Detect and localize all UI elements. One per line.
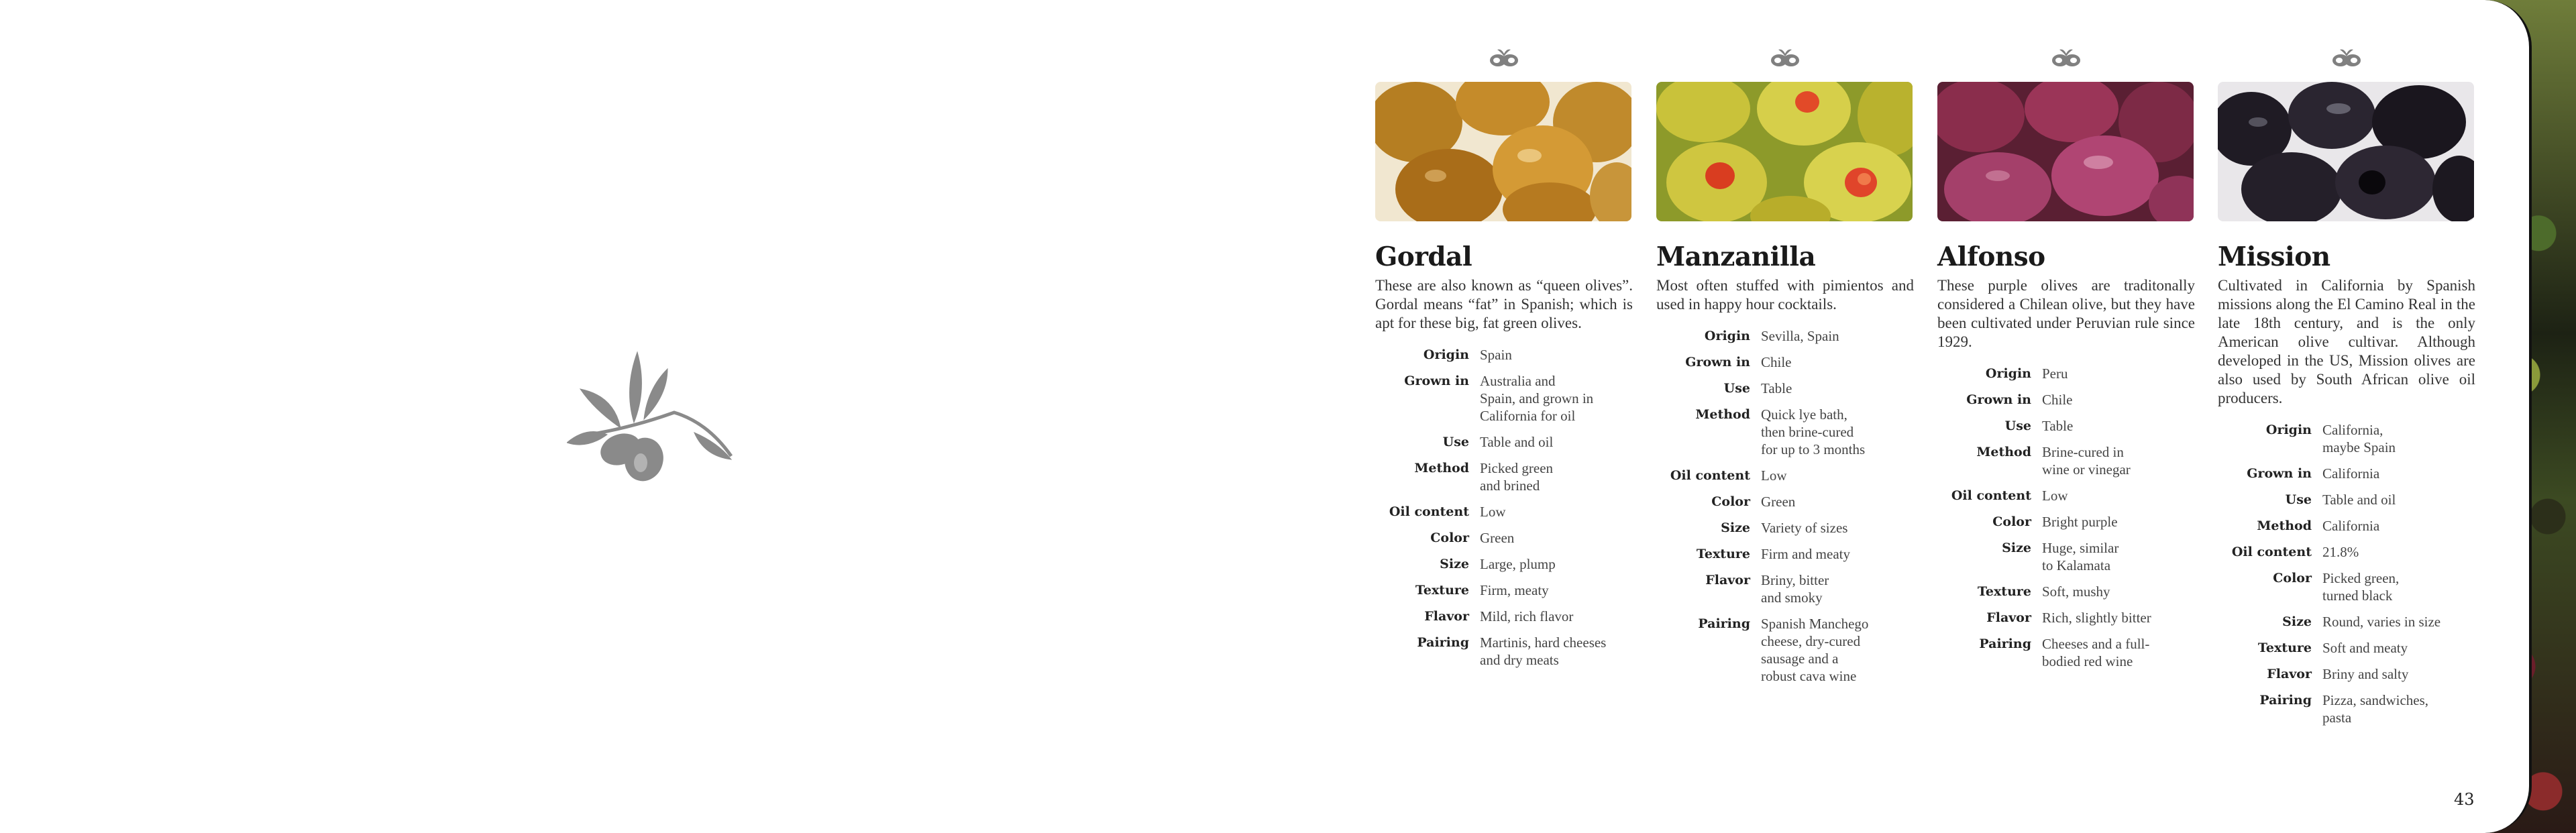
attribute-row — [1375, 634, 1633, 677]
attribute-row — [2218, 569, 2475, 613]
attribute-label: Flavor — [1424, 609, 1469, 624]
attribute-value: Pizza, sandwiches, pasta — [2322, 692, 2429, 726]
attribute-label: Oil content — [2231, 545, 2312, 559]
attribute-value: Soft and meaty — [2322, 640, 2408, 656]
olive-ornament-icon — [2050, 47, 2082, 70]
attribute-label: Method — [1976, 445, 2031, 459]
attribute-value: California — [2322, 465, 2380, 482]
attribute-value: Sevilla, Spain — [1761, 328, 1839, 344]
attribute-label: Oil content — [1389, 504, 1469, 519]
attribute-row — [1937, 583, 2195, 609]
gordal-olive-photo — [1375, 82, 1631, 221]
attribute-row — [1937, 391, 2195, 417]
attribute-row — [1375, 529, 1633, 555]
attribute-value: Huge, similar to Kalamata — [2042, 540, 2119, 573]
attribute-label: Use — [2004, 419, 2031, 433]
attribute-row — [2218, 517, 2475, 543]
attribute-value: Mild, rich flavor — [1480, 608, 1574, 624]
attribute-label: Use — [1442, 435, 1469, 449]
variety-name: Mission — [2218, 241, 2330, 272]
attribute-value: Picked green and brined — [1480, 460, 1554, 494]
attribute-label: Origin — [2265, 423, 2312, 437]
attribute-row — [1375, 372, 1633, 433]
attribute-value: Green — [1761, 494, 1796, 510]
attribute-row — [1375, 608, 1633, 634]
attribute-value: Peru — [2042, 366, 2068, 382]
attribute-label: Method — [1414, 461, 1469, 476]
variety-column-mission — [2218, 47, 2475, 735]
attribute-label: Use — [1723, 381, 1750, 396]
attribute-label: Color — [1711, 494, 1750, 509]
attributes-table — [1375, 346, 1633, 677]
variety-column-gordal — [1375, 47, 1633, 677]
attribute-row — [2218, 691, 2475, 735]
attribute-value: Australia and Spain, and grown in California for oil — [1480, 373, 1594, 424]
attribute-value: Spain — [1480, 347, 1512, 363]
attribute-label: Texture — [1415, 583, 1469, 598]
attribute-value: Cheeses and a full- bodied red wine — [2042, 636, 2150, 669]
attribute-row — [2218, 491, 2475, 517]
variety-description: Most often stuffed with pimientos and used in happy hour cocktails. — [1656, 277, 1914, 313]
olive-ornament-icon — [2330, 47, 2363, 70]
attribute-value: Brine-cured in wine or vinegar — [2042, 444, 2131, 478]
attribute-label: Grown in — [2247, 466, 2312, 481]
attribute-label: Pairing — [1979, 636, 2031, 651]
manzanilla-olive-photo — [1656, 82, 1913, 221]
attribute-label: Size — [1440, 557, 1469, 571]
attributes-table — [1937, 365, 2195, 679]
attribute-row — [1656, 493, 1914, 519]
attribute-value: Large, plump — [1480, 556, 1556, 572]
attribute-value: Briny and salty — [2322, 666, 2409, 682]
page-number: 43 — [2454, 790, 2475, 809]
attribute-value: Low — [2042, 488, 2068, 504]
variety-description: These purple olives are traditonally considered a Chilean olive, but they have been cultivated under Peruvian rule since 1929. — [1937, 277, 2195, 350]
attribute-value: California — [2322, 518, 2380, 534]
attribute-label: Texture — [1696, 547, 1750, 561]
attribute-row — [2218, 421, 2475, 465]
attribute-label: Size — [1721, 520, 1750, 535]
attribute-row — [1937, 539, 2195, 583]
attribute-label: Oil content — [1670, 468, 1750, 483]
attribute-value: Quick lye bath, then brine-cured for up to 3 months — [1761, 406, 1866, 457]
variety-column-manzanilla — [1656, 47, 1914, 693]
attribute-row — [1656, 519, 1914, 545]
attribute-value: California, maybe Spain — [2322, 422, 2396, 455]
attributes-table — [1656, 327, 1914, 693]
attribute-label: Pairing — [1698, 616, 1750, 631]
attribute-row — [1937, 443, 2195, 487]
attribute-label: Origin — [1985, 366, 2031, 381]
attribute-row — [1656, 406, 1914, 467]
attribute-row — [1656, 353, 1914, 380]
attribute-row — [1656, 545, 1914, 571]
attribute-row — [1375, 503, 1633, 529]
attribute-label: Oil content — [1951, 488, 2031, 503]
attribute-row — [1656, 380, 1914, 406]
alfonso-olive-photo — [1937, 82, 2194, 221]
attribute-row — [1937, 609, 2195, 635]
attribute-row — [1937, 365, 2195, 391]
variety-name: Manzanilla — [1656, 241, 1816, 272]
attribute-row — [1937, 487, 2195, 513]
attribute-label: Color — [1992, 514, 2031, 529]
olive-ornament-icon — [1488, 47, 1520, 70]
attribute-label: Color — [1430, 531, 1469, 545]
attribute-value: Martinis, hard cheeses and dry meats — [1480, 634, 1607, 668]
attribute-label: Grown in — [1685, 355, 1750, 370]
attribute-value: Chile — [2042, 392, 2073, 408]
attribute-value: Table and oil — [1480, 434, 1554, 450]
attribute-label: Pairing — [1417, 635, 1469, 650]
attribute-row — [1375, 433, 1633, 459]
attribute-value: Rich, slightly bitter — [2042, 610, 2151, 626]
mission-olive-photo — [2218, 82, 2474, 221]
attribute-row — [1375, 555, 1633, 581]
attributes-table — [2218, 421, 2475, 735]
attribute-label: Flavor — [1986, 610, 2031, 625]
attribute-row — [1937, 513, 2195, 539]
attribute-label: Method — [2257, 518, 2312, 533]
attribute-row — [1937, 417, 2195, 443]
attribute-row — [1656, 327, 1914, 353]
attribute-value: Table — [2042, 418, 2074, 434]
attribute-value: Spanish Manchego cheese, dry-cured sausage and a robust cava wine — [1761, 616, 1869, 684]
attribute-label: Texture — [1977, 584, 2031, 599]
attribute-label: Use — [2285, 492, 2312, 507]
attribute-label: Pairing — [2259, 693, 2312, 708]
attribute-row — [2218, 465, 2475, 491]
attribute-row — [1375, 581, 1633, 608]
attribute-value: Low — [1480, 504, 1506, 520]
attribute-row — [2218, 639, 2475, 665]
attribute-row — [1656, 467, 1914, 493]
attribute-value: Low — [1761, 467, 1787, 484]
attribute-value: Firm and meaty — [1761, 546, 1850, 562]
attribute-label: Texture — [2257, 641, 2312, 655]
variety-description: These are also known as “queen olives”. Gordal means “fat” in Spanish; which is apt for these big, fat green olives. — [1375, 277, 1633, 331]
attribute-value: Chile — [1761, 354, 1792, 370]
attribute-value: Soft, mushy — [2042, 584, 2110, 600]
attribute-row — [2218, 665, 2475, 691]
attribute-value: Briny, bitter and smoky — [1761, 572, 1829, 606]
variety-description: Cultivated in California by Spanish missions along the El Camino Real in the late 18th century, and is the only American olive cultivar. Although developed in the US, Mission olives are also used by South African olive oil producers. — [2218, 277, 2475, 406]
attribute-label: Grown in — [1966, 392, 2031, 407]
attribute-value: Bright purple — [2042, 514, 2118, 530]
attribute-value: Green — [1480, 530, 1515, 546]
page-edge — [2475, 0, 2532, 833]
attribute-value: Round, varies in size — [2322, 614, 2441, 630]
attribute-row — [2218, 613, 2475, 639]
attribute-label: Flavor — [2267, 667, 2312, 681]
attribute-label: Origin — [1704, 329, 1750, 343]
attribute-label: Size — [2002, 541, 2031, 555]
attribute-label: Size — [2282, 614, 2312, 629]
attribute-label: Flavor — [1705, 573, 1750, 588]
olive-branch-icon — [567, 349, 735, 483]
attribute-value: Variety of sizes — [1761, 520, 1848, 536]
attribute-value: 21.8% — [2322, 544, 2359, 560]
attribute-label: Origin — [1423, 347, 1469, 362]
variety-column-alfonso — [1937, 47, 2195, 679]
attribute-row — [2218, 543, 2475, 569]
attribute-value: Table and oil — [2322, 492, 2396, 508]
attribute-value: Table — [1761, 380, 1792, 396]
attribute-row — [1937, 635, 2195, 679]
attribute-value: Firm, meaty — [1480, 582, 1549, 598]
olive-ornament-icon — [1769, 47, 1801, 70]
variety-name: Gordal — [1375, 241, 1472, 272]
attribute-row — [1375, 346, 1633, 372]
attribute-row — [1375, 459, 1633, 503]
attribute-label: Method — [1695, 407, 1750, 422]
variety-name: Alfonso — [1937, 241, 2045, 272]
attribute-row — [1656, 615, 1914, 693]
attribute-value: Picked green, turned black — [2322, 570, 2400, 604]
attribute-row — [1656, 571, 1914, 615]
attribute-label: Color — [2273, 571, 2312, 586]
attribute-label: Grown in — [1404, 374, 1469, 388]
